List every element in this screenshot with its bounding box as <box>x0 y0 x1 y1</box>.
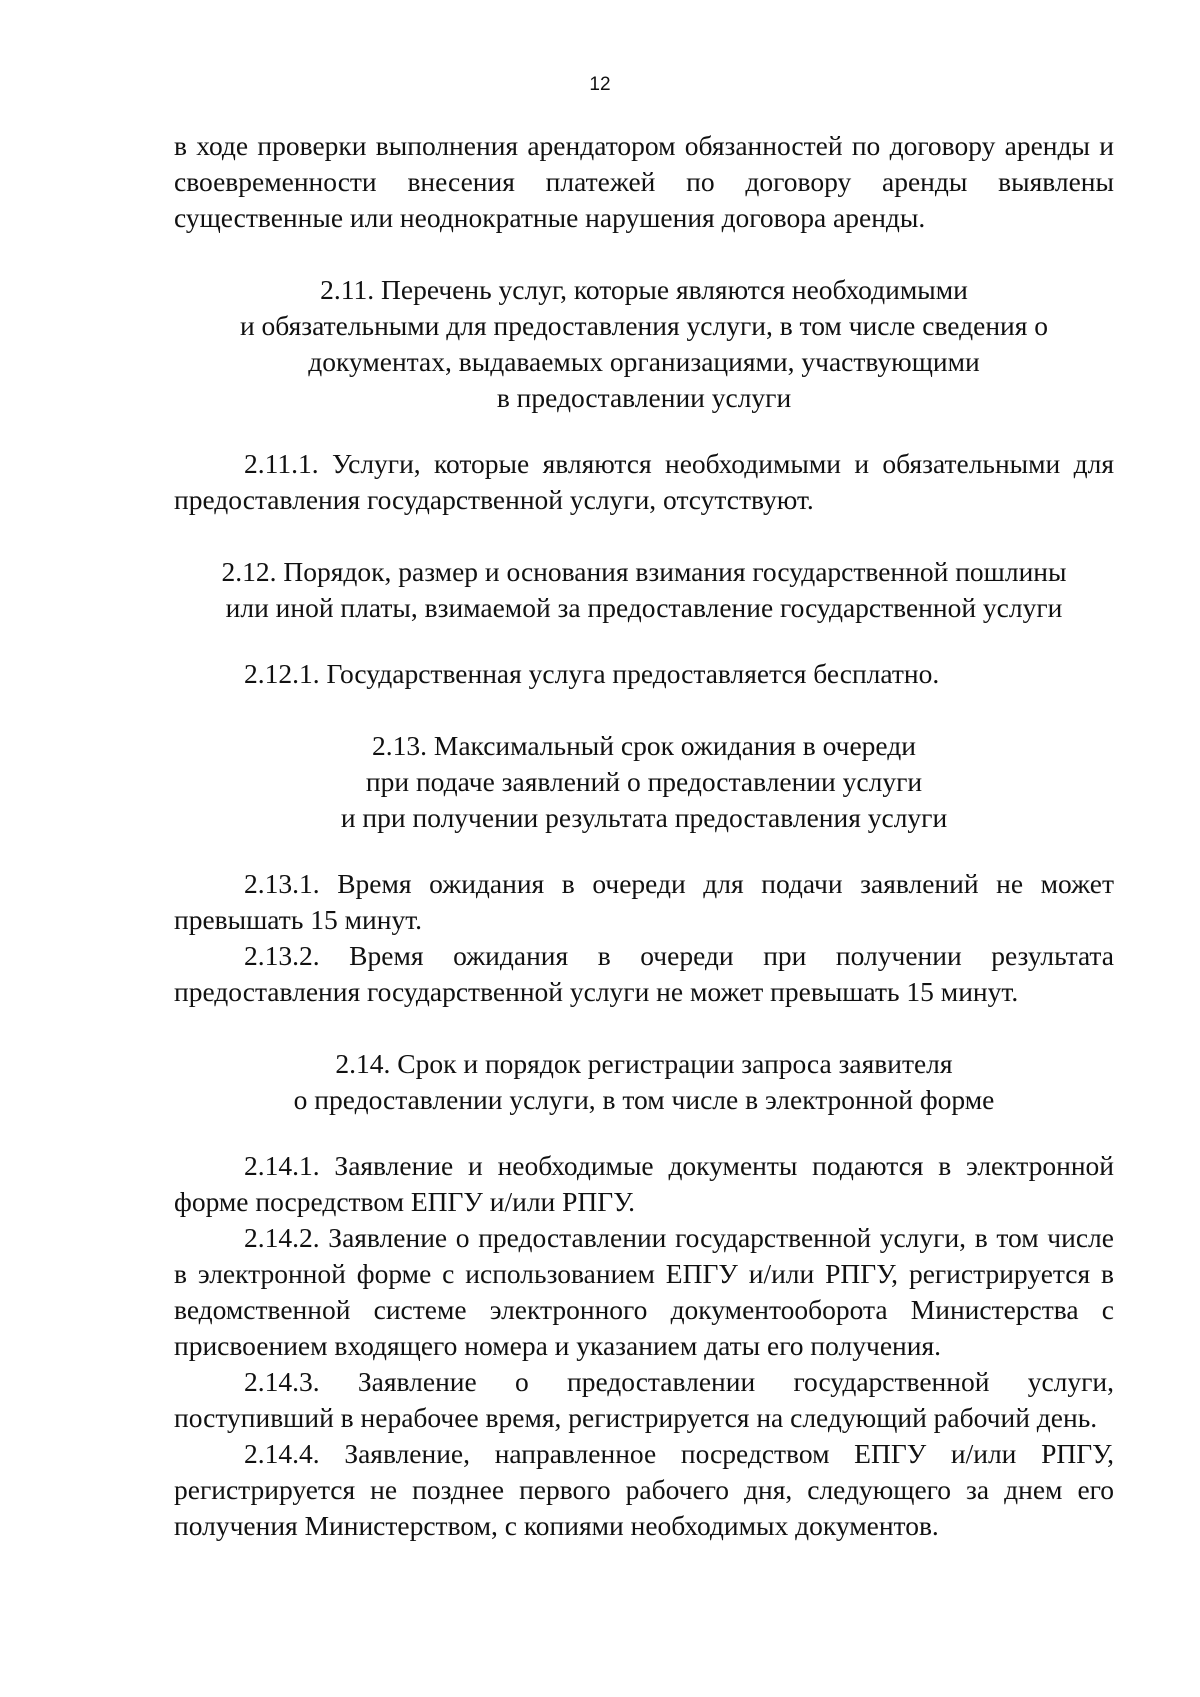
paragraph-2-14-1: 2.14.1. Заявление и необходимые документы подаются в электронной форме посредством ЕПГУ и/или РПГУ. <box>174 1150 1114 1217</box>
heading-line: и обязательными для предоставления услуги, в том числе сведения о <box>239 310 1049 341</box>
paragraph-2-12-1: 2.12.1. Государственная услуга предоставляется бесплатно. <box>244 658 940 689</box>
paragraph-2-14-4: 2.14.4. Заявление, направленное посредством ЕПГУ и/или РПГУ, регистрируется не позднее первого рабочего дня, следующего за днем его получения Министерством, с копиями необходимых документов. <box>174 1438 1114 1541</box>
heading-line: при подаче заявлений о предоставлении услуги <box>365 766 923 797</box>
heading-line: в предоставлении услуги <box>496 382 792 413</box>
paragraph-2-11-1: 2.11.1. Услуги, которые являются необходимыми и обязательными для предоставления государственной услуги, отсутствуют. <box>174 448 1114 515</box>
heading-line: документах, выдаваемых организациями, участвующими <box>308 346 980 377</box>
heading-line: 2.14. Срок и порядок регистрации запроса заявителя <box>335 1048 953 1079</box>
paragraph-2-14-3: 2.14.3. Заявление о предоставлении государственной услуги, поступивший в нерабочее время, регистрируется на следующий рабочий день. <box>174 1366 1114 1433</box>
section-2-13-heading <box>174 728 1114 836</box>
heading-line: и при получении результата предоставления услуги <box>340 802 948 833</box>
heading-line: 2.13. Максимальный срок ожидания в очереди <box>372 730 916 761</box>
page-number: 12 <box>589 74 611 95</box>
section-2-11-heading <box>174 272 1114 416</box>
heading-line: или иной платы, взимаемой за предоставление государственной услуги <box>225 592 1063 623</box>
document-body <box>174 128 1114 1544</box>
paragraph-2-14-2: 2.14.2. Заявление о предоставлении государственной услуги, в том числе в электронной форме с использованием ЕПГУ и/или РПГУ, регистрируется в ведомственной системе электронного документооборота Министерства с присвоением входящего номера и указанием даты его получения. <box>174 1222 1114 1361</box>
paragraph-2-13-2: 2.13.2. Время ожидания в очереди при получении результата предоставления государственной услуги не может превышать 15 минут. <box>174 940 1114 1007</box>
heading-line: 2.12. Порядок, размер и основания взимания государственной пошлины <box>221 556 1067 587</box>
heading-line: 2.11. Перечень услуг, которые являются необходимыми <box>320 274 968 305</box>
section-2-14-heading <box>174 1046 1114 1118</box>
paragraph-2-13-1: 2.13.1. Время ожидания в очереди для подачи заявлений не может превышать 15 минут. <box>174 868 1114 935</box>
continuation-paragraph: в ходе проверки выполнения арендатором обязанностей по договору аренды и своевременности внесения платежей по договору аренды выявлены существенные или неоднократные нарушения договора аренды. <box>174 130 1114 233</box>
section-2-12-heading <box>174 554 1114 626</box>
heading-line: о предоставлении услуги, в том числе в электронной форме <box>293 1084 995 1115</box>
